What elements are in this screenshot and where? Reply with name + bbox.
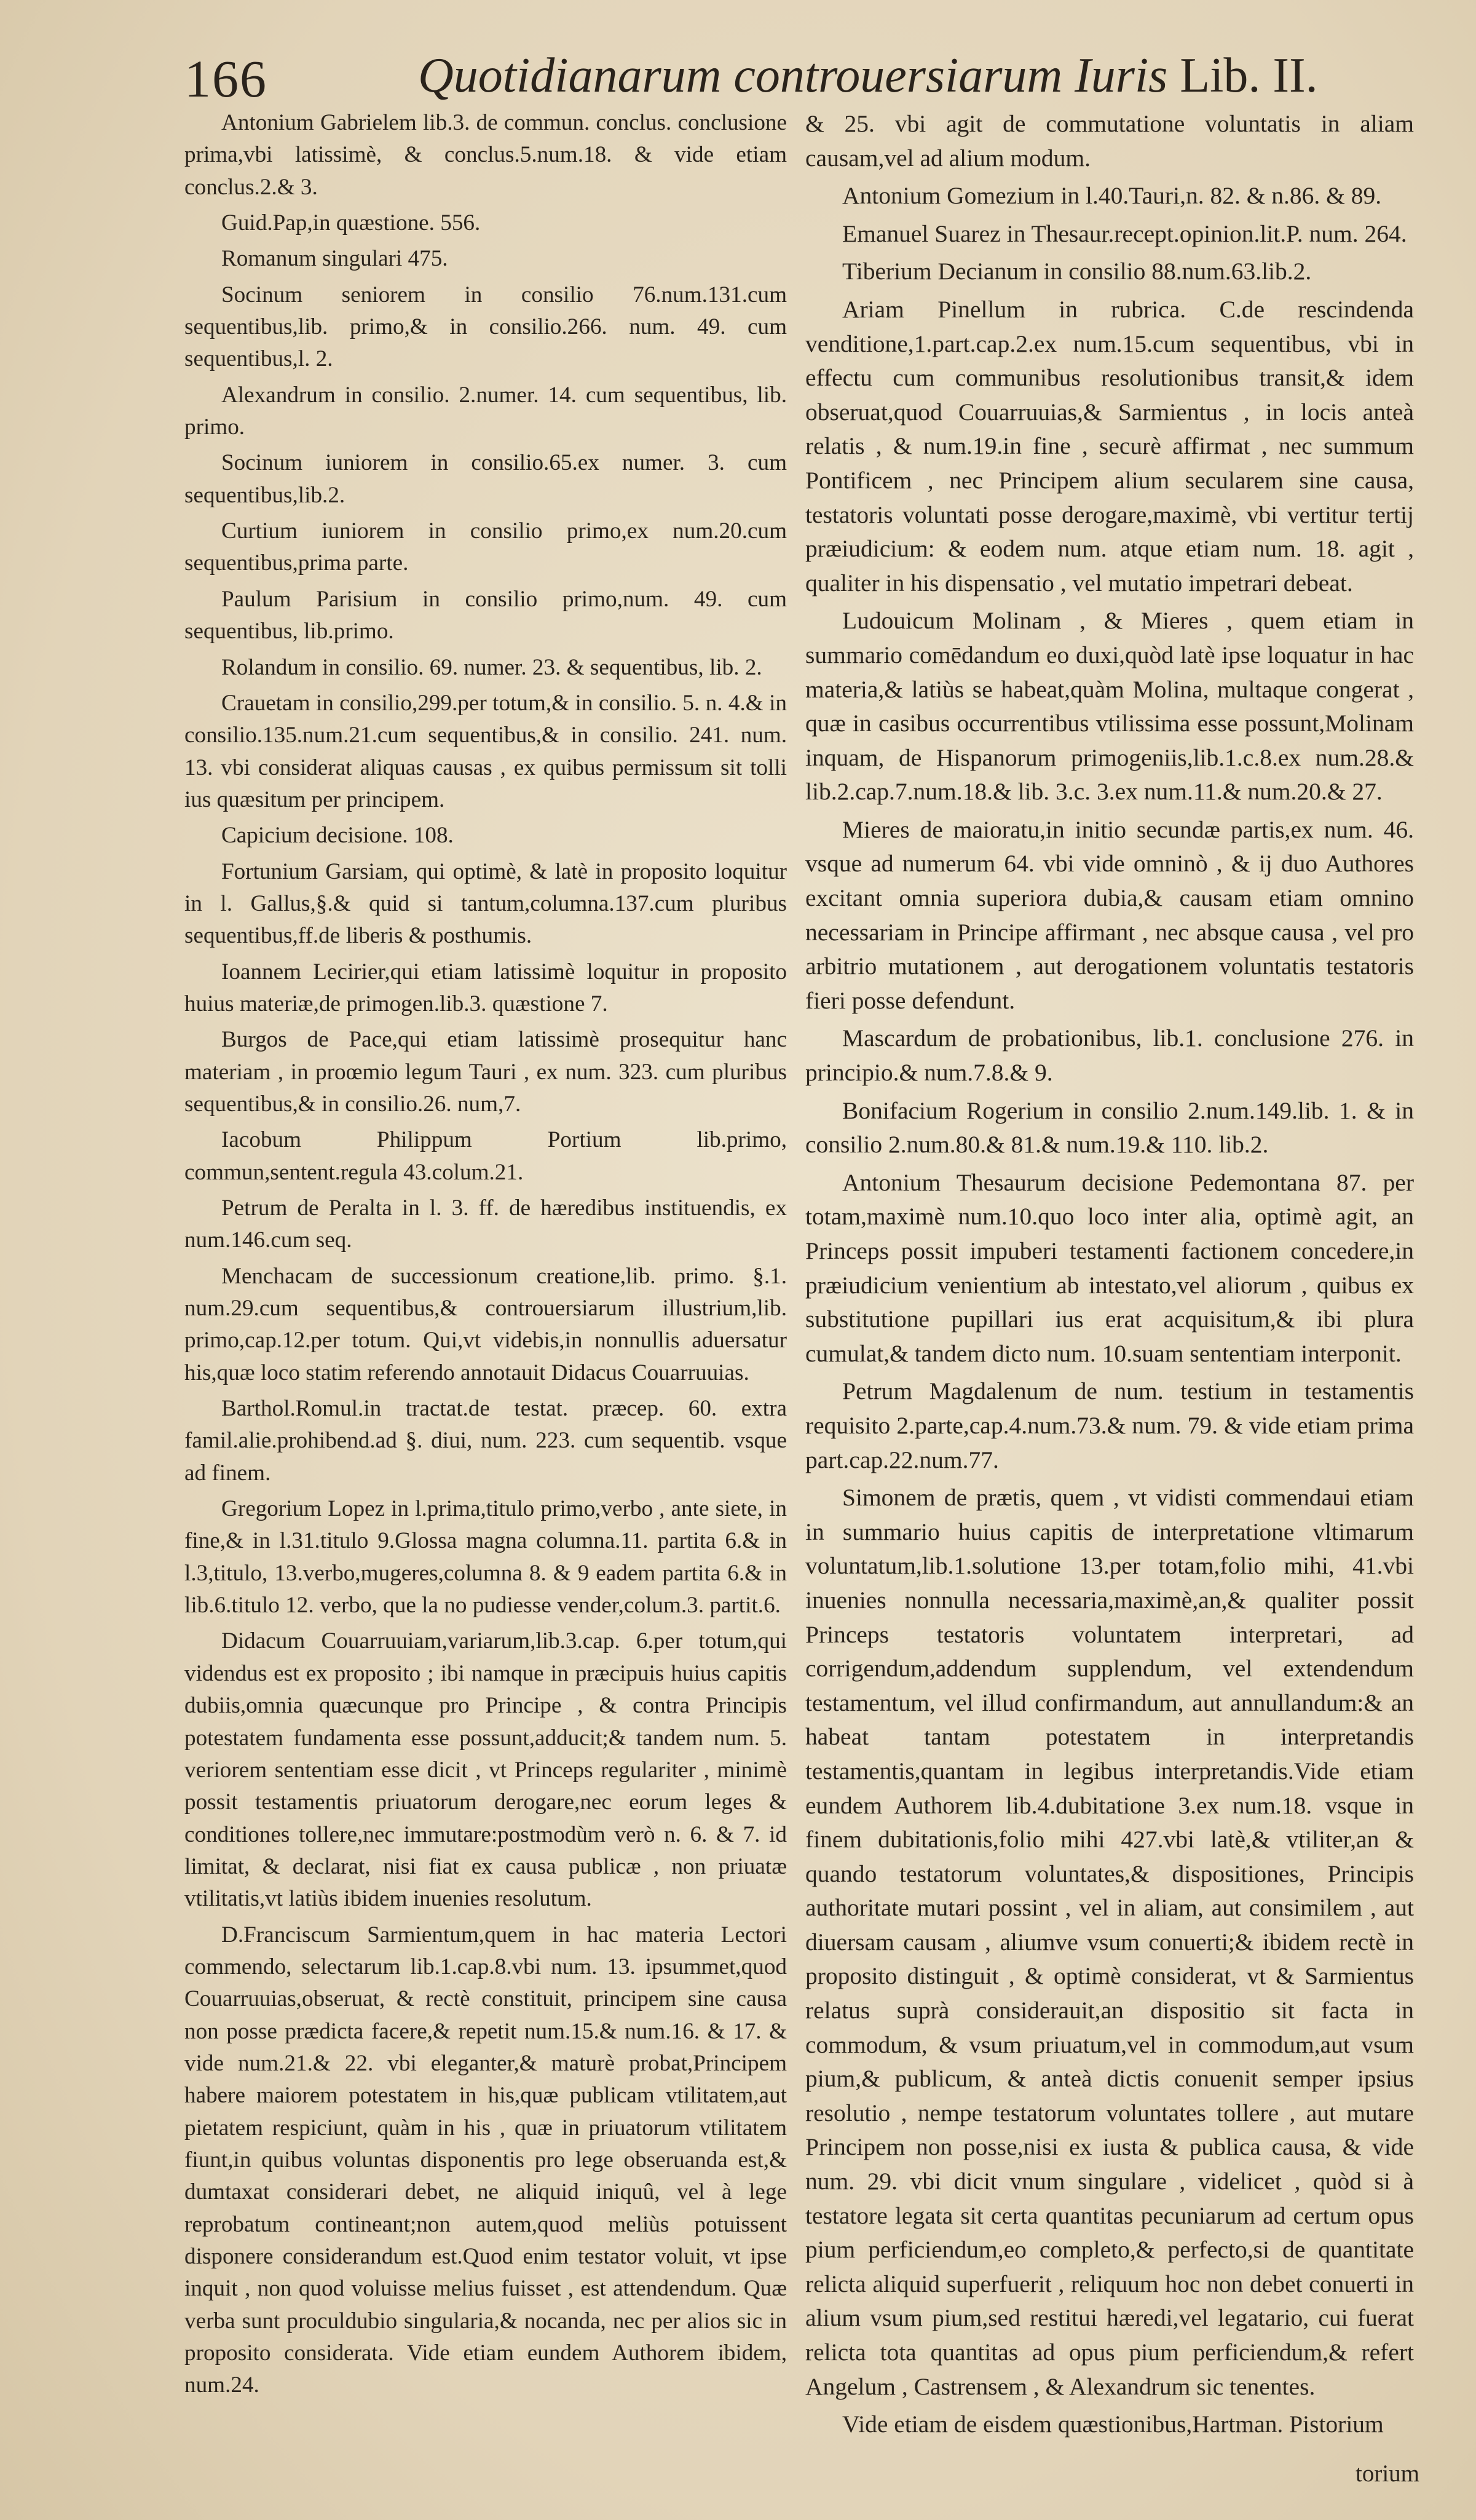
citation-paragraph: Rolandum in consilio. 69. numer. 23. & sequentibus, lib. 2. bbox=[221, 654, 762, 680]
citation-paragraph: Gregorium Lopez in l.prima,titulo primo,verbo , ante siete, in fine,& in l.31.titulo 9.Glossa magna columna.11. partita 6.& in l.3,titulo, 13.verbo,mugeres,columna 8. & 9 eadem partita 6.& in lib.6.titulo 12. verbo, que la no pudiesse vender,colum.3. partit.6. bbox=[184, 1496, 787, 1619]
citation-paragraph: Curtium iuniorem in consilio primo,ex num.20.cum sequentibus,prima parte. bbox=[184, 518, 787, 576]
citation-paragraph: Petrum Magdalenum de num. testium in testamentis requisito 2.parte,cap.4.num.73.& num. 79. & vide etiam prima part.cap.22.num.77. bbox=[805, 1377, 1414, 1473]
citation-paragraph: Barthol.Romul.in tractat.de testat. præcep. 60. extra famil.alie.prohibend.ad §. diui, num. 223. cum sequentib. vsque ad finem. bbox=[184, 1396, 787, 1486]
right-column bbox=[805, 107, 1414, 2446]
citation-paragraph: Menchacam de successionum creatione,lib. primo. §.1. num.29.cum sequentibus,& controuersiarum illustrium,lib. primo,cap.12.per totum. Qui,vt videbis,in nonnullis aduersatur his,quæ loco statim referendo annotauit Didacus Couarruuias. bbox=[184, 1263, 787, 1385]
citation-paragraph: Guid.Pap,in quæstione. 556. bbox=[221, 210, 481, 236]
running-title-text: Quotidianarum controuersiarum Iuris bbox=[418, 49, 1168, 103]
citation-paragraph: Ludouicum Molinam , & Mieres , quem etiam in summario comēdandum eo duxi,quòd latè ipse loquatur in hac materia,& latiùs se habeat,quàm Molina, multaque congerat , quæ in casibus occurrentibus vtilissima esse possunt,Molinam inquam, de Hispanorum primogeniis,lib.1.c.8.ex num.28.& lib.2.cap.7.num.18.& lib. 3.c. 3.ex num.11.& num.20.& 27. bbox=[805, 607, 1414, 806]
citation-paragraph: Ioannem Lecirier,qui etiam latissimè loquitur in proposito huius materiæ,de primogen.lib.3. quæstione 7. bbox=[184, 959, 787, 1016]
catchword: torium bbox=[1356, 2460, 1419, 2487]
left-column bbox=[184, 107, 787, 2406]
citation-paragraph: Didacum Couarruuiam,variarum,lib.3.cap. 6.per totum,qui videndus est ex proposito ; ibi namque in præcipuis huius capitis dubiis,omnia quæcunque pro Principe , & contra Principis potestatem fundamenta esse possunt,adducit;& tandem num. 5. veriorem sententiam esse dicit , vt Princeps regulariter , minimè possit testamentis priuatorum derogare,nec eorum leges & conditiones tollere,nec immutare:postmodùm verò n. 6. & 7. id limitat, & declarat, nisi fiat ex causa publicæ , non priuatæ vtilitatis,vt latiùs ibidem inuenies resolutum. bbox=[184, 1628, 787, 1912]
citation-paragraph: Socinum seniorem in consilio 76.num.131.cum sequentibus,lib. primo,& in consilio.266. num. 49. cum sequentibus,l. 2. bbox=[184, 282, 787, 372]
citation-paragraph: Paulum Parisium in consilio primo,num. 49. cum sequentibus, lib.primo. bbox=[184, 586, 787, 644]
citation-paragraph: Alexandrum in consilio. 2.numer. 14. cum sequentibus, lib. primo. bbox=[184, 382, 787, 440]
citation-paragraph: Emanuel Suarez in Thesaur.recept.opinion.lit.P. num. 264. bbox=[842, 220, 1407, 247]
citation-paragraph: Tiberium Decianum in consilio 88.num.63.lib.2. bbox=[842, 258, 1312, 285]
citation-paragraph: Fortunium Garsiam, qui optimè, & latè in proposito loquitur in l. Gallus,§.& quid si tantum,columna.137.cum pluribus sequentibus,ff.de liberis & posthumis. bbox=[184, 858, 787, 949]
citation-paragraph: Socinum iuniorem in consilio.65.ex numer. 3. cum sequentibus,lib.2. bbox=[184, 450, 787, 508]
citation-paragraph: & 25. vbi agit de commutatione voluntatis in aliam causam,vel ad alium modum. bbox=[805, 110, 1414, 172]
citation-paragraph: Capicium decisione. 108. bbox=[221, 823, 454, 849]
citation-paragraph: Simonem de prætis, quem , vt vidisti commendaui etiam in summario huius capitis de interpretatione vltimarum voluntatum,lib.1.solutione 13.per totam,folio mihi, 41.vbi inuenies nonnulla necessaria,maximè,an,& qualiter possit Princeps testatoris voluntatem interpretari, ad corrigendum,addendum supplendum, vel extendendum testamentum, vel illud confirmandum, aut annullandum:& an habeat tantam potestatem in interpretandis testamentis,quantam in legibus interpretandis.Vide etiam eundem Authorem lib.4.dubitatione 3.ex num.18. vsque in finem dubitationis,folio mihi 427.vbi latè,& vtiliter,an & quando testatorum voluntates,& dispositiones, Principis authoritate mutari possint , vel in aliam, aut consimilem , aut diuersam causam , aliumve vsum conuerti;& ibidem rectè in proposito distinguit , & optimè considerat, vt & Sarmientus relatus suprà considerauit,an dispositio sit facta in commodum, & vsum priuatum,vel in commodum,aut vsum pium,& publicum, & anteà dictis conuenit semper ipsius resolutio , nempe testatorum voluntates tollere , aut mutare Principem non posse,nisi ex iusta & publica causa, & vide num. 29. vbi dicit vnum singulare , videlicet , quòd si à testatore legata sit certa quantitas pecuniarum ad certum opus pium perficiendum,eo completo,& perfecto,si de quantitate relicta aliquid superfuerit , reliquum hoc non debet conuerti in alium vsum pium,sed restitui hæredi,vel legatario, cui fuerat relicta tota quantitas ad opus pium perficiendum,& refert Angelum , Castrensem , & Alexandrum sic tenentes. bbox=[805, 1484, 1414, 2400]
citation-paragraph: Crauetam in consilio,299.per totum,& in consilio. 5. n. 4.& in consilio.135.num.21.cum sequentibus,& in consilio. 241. num. 13. vbi considerat aliquas causas , ex quibus permissum sit tolli ius quæsitum per principem. bbox=[184, 690, 787, 812]
citation-paragraph: Petrum de Peralta in l. 3. ff. de hæredibus instituendis, ex num.146.cum seq. bbox=[184, 1195, 787, 1253]
citation-paragraph: Romanum singulari 475. bbox=[221, 246, 448, 272]
citation-paragraph: Ariam Pinellum in rubrica. C.de rescindenda venditione,1.part.cap.2.ex num.15.cum sequentibus, vbi in effectu cum communibus resolutionibus transit,& idem obseruat,quod Couarruuias,& Sarmientus , in locis anteà relatis , & num.19.in fine , securè affirmat , nec summum Pontificem , nec Principem alium secularem sine causa, testatoris voluntati posse derogare,maximè, vbi vertitur tertij præiudicium: & eodem num. atque etiam num. 18. agit , qualiter in his dispensatio , vel mutatio impetrari debeat. bbox=[805, 295, 1414, 596]
running-title bbox=[418, 48, 1318, 104]
citation-paragraph: Iacobum Philippum Portium lib.primo, commun,sentent.regula 43.colum.21. bbox=[184, 1127, 787, 1185]
citation-paragraph: Burgos de Pace,qui etiam latissimè prosequitur hanc materiam , in proœmio legum Tauri , ex num. 323. cum pluribus sequentibus,& in consilio.26. num,7. bbox=[184, 1027, 787, 1117]
citation-paragraph: Antonium Gomezium in l.40.Tauri,n. 82. & n.86. & 89. bbox=[842, 182, 1382, 210]
citation-paragraph: D.Franciscum Sarmientum,quem in hac materia Lectori commendo, selectarum lib.1.cap.8.vbi num. 13. ipsummet,quod Couarruuias,obseruat, & rectè constituit, principem sine causa non posse prædicta facere,& repetit num.15.& num.16. & 17. & vide num.21.& 22. vbi eleganter,& maturè probat,Principem habere maiorem potestatem in his,quæ publicam vtilitatem,aut pietatem respiciunt, quàm in his , quæ in priuatorum vtilitatem fiunt,in quibus voluntas disponentis pro lege obseruanda est,& dumtaxat considerari debet, ne aliquid iniquû, vel à lege reprobatum contineant;non autem,quod meliùs potuissent disponere considerandum est.Quod enim testator voluit, vt ipse inquit , non quod voluisse melius fuisset , est attendendum. Quæ verba sunt proculdubio singularia,& nocanda, nec per alios sic in proposito considerata. Vide etiam eundem Authorem ibidem, num.24. bbox=[184, 1922, 787, 2398]
citation-paragraph: Mieres de maioratu,in initio secundæ partis,ex num. 46. vsque ad numerum 64. vbi vide omninò , & ij duo Authores excitant omnia superiora dubia,& causam etiam omnino necessariam in Principe affirmant , nec absque causa , vel pro arbitrio mutationem , aut derogationem voluntatis testatoris fieri posse defendunt. bbox=[805, 815, 1414, 1014]
citation-paragraph: Antonium Gabrielem lib.3. de commun. conclus. conclusione prima,vbi latissimè, & conclus.5.num.18. & vide etiam conclus.2.& 3. bbox=[184, 110, 787, 200]
book-label: Lib. II. bbox=[1180, 49, 1318, 103]
page-header bbox=[184, 37, 1318, 111]
citation-paragraph: Antonium Thesaurum decisione Pedemontana 87. per totam,maximè num.10.quo loco inter alia, optimè agit, an Princeps possit impuberi testamenti factionem concedere,in præiudicium venientium ab intestato,vel aliorum , quibus ex substitutione pupillari ius erat acquisitum,& ibi plura cumulat,& tandem dicto num. 10.suam sententiam interponit. bbox=[805, 1168, 1414, 1367]
citation-paragraph: Mascardum de probationibus, lib.1. conclusione 276. in principio.& num.7.8.& 9. bbox=[805, 1024, 1414, 1087]
citation-paragraph: Vide etiam de eisdem quæstionibus,Hartman. Pistorium bbox=[842, 2411, 1384, 2438]
citation-paragraph: Bonifacium Rogerium in consilio 2.num.149.lib. 1. & in consilio 2.num.80.& 81.& num.19.& 110. lib.2. bbox=[805, 1096, 1414, 1159]
page-number: 166 bbox=[184, 49, 267, 108]
